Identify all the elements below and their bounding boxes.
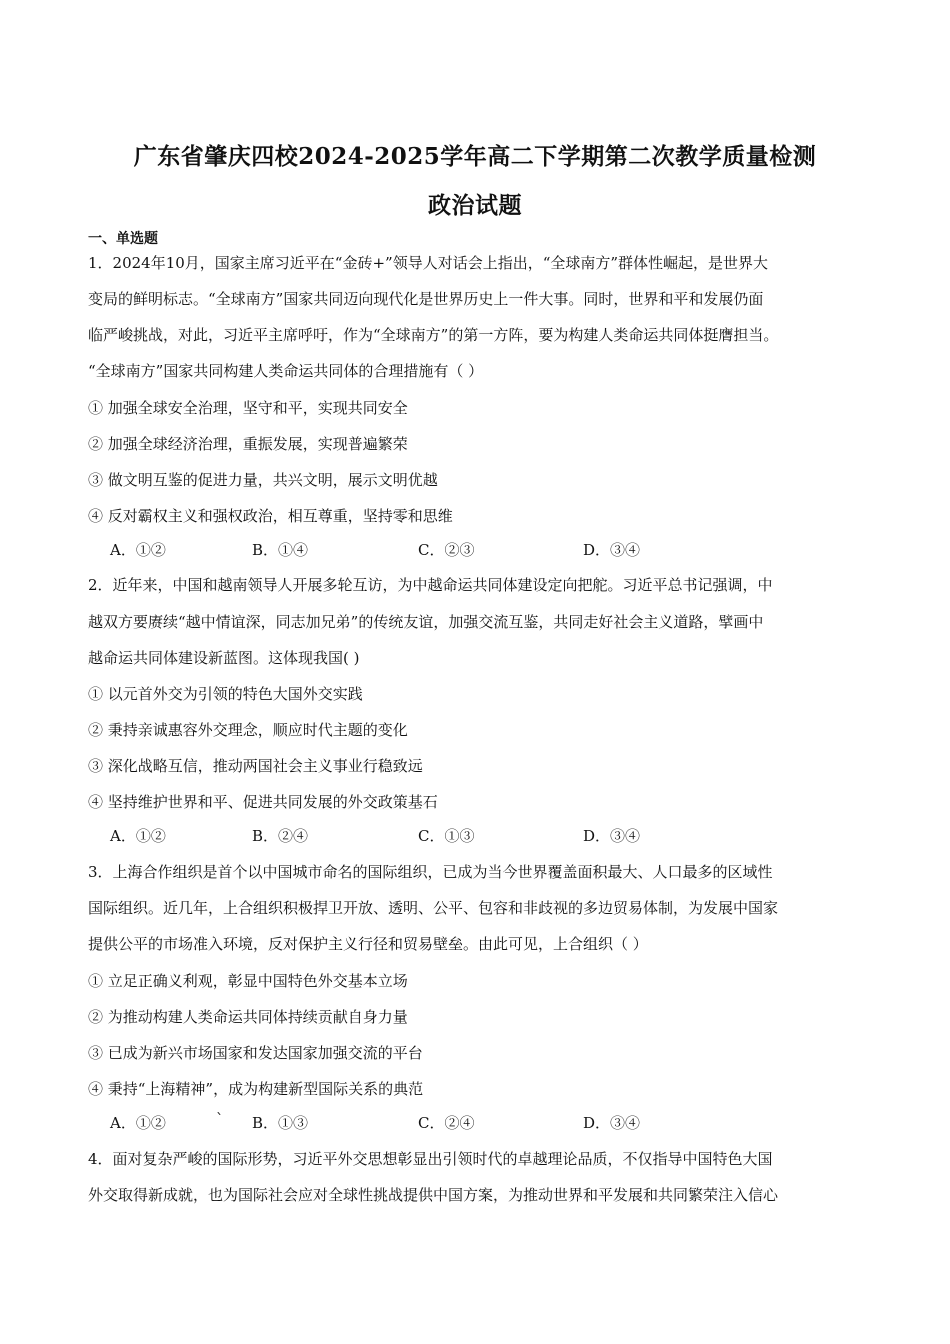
- exam-subject: 政治试题: [428, 192, 522, 219]
- q3-option-b[interactable]: B．①③: [252, 1114, 309, 1132]
- q2-statement: ④ 坚持维护世界和平、促进共同发展的外交政策基石: [88, 793, 438, 811]
- q1-statement: ④ 反对霸权主义和强权政治，相互尊重，坚持零和思维: [88, 507, 453, 525]
- q2-statement: ② 秉持亲诚惠容外交理念，顺应时代主题的变化: [88, 721, 408, 739]
- q1-statement: ② 加强全球经济治理，重振发展，实现普遍繁荣: [88, 435, 408, 453]
- q1-stem-line: 临严峻挑战，对此，习近平主席呼吁，作为“全球南方”的第一方阵，要为构建人类命运共同体挺膺担当。: [88, 326, 779, 344]
- q3-option-d[interactable]: D．③④: [583, 1114, 641, 1132]
- q2-statement: ① 以元首外交为引领的特色大国外交实践: [88, 685, 363, 703]
- q3-option-a[interactable]: A．①②: [110, 1114, 166, 1132]
- q4-stem-line: 4．面对复杂严峻的国际形势，习近平外交思想彰显出引领时代的卓越理论品质，不仅指导中国特色大国: [88, 1150, 773, 1168]
- q3-statement: ② 为推动构建人类命运共同体持续贡献自身力量: [88, 1008, 408, 1026]
- q2-stem-line: 2．近年来，中国和越南领导人开展多轮互访，为中越命运共同体建设定向把舵。习近平总书记强调，中: [88, 576, 773, 594]
- q3-statement: ④ 秉持“上海精神”，成为构建新型国际关系的典范: [88, 1080, 424, 1098]
- q3-stem-line: 国际组织。近几年，上合组织积极捍卫开放、透明、公平、包容和非歧视的多边贸易体制，为发展中国家: [88, 899, 779, 917]
- q2-option-a[interactable]: A．①②: [110, 827, 166, 845]
- q2-statement: ③ 深化战略互信，推动两国社会主义事业行稳致远: [88, 757, 423, 775]
- q1-option-a[interactable]: A．①②: [110, 541, 166, 559]
- q1-stem-line: 1．2024年10月，国家主席习近平在“金砖+”领导人对话会上指出，“全球南方”群体性崛起，是世界大: [88, 254, 769, 272]
- q1-stem-line: 变局的鲜明标志。“全球南方”国家共同迈向现代化是世界历史上一件大事。同时，世界和平和发展仍面: [88, 290, 764, 308]
- q1-stem-line: “全球南方”国家共同构建人类命运共同体的合理措施有（ ）: [88, 362, 484, 380]
- q1-statement: ① 加强全球安全治理，坚守和平，实现共同安全: [88, 399, 408, 417]
- q3-stem-line: 3．上海合作组织是首个以中国城市命名的国际组织，已成为当今世界覆盖面积最大、人口最多的区域性: [88, 863, 773, 881]
- q2-option-d[interactable]: D．③④: [583, 827, 641, 845]
- q4-stem-line: 外交取得新成就，也为国际社会应对全球性挑战提供中国方案，为推动世界和平发展和共同繁荣注入信心: [88, 1186, 779, 1204]
- q3-statement: ③ 已成为新兴市场国家和发达国家加强交流的平台: [88, 1044, 423, 1062]
- q2-stem-line: 越双方要赓续“越中情谊深，同志加兄弟”的传统友谊，加强交流互鉴，共同走好社会主义道路，擘画中: [88, 613, 764, 631]
- q3-stem-line: 提供公平的市场准入环境，反对保护主义行径和贸易壁垒。由此可见，上合组织（ ）: [88, 935, 648, 953]
- q1-statement: ③ 做文明互鉴的促进力量，共兴文明，展示文明优越: [88, 471, 438, 489]
- q2-option-c[interactable]: C．①③: [418, 827, 475, 845]
- q3-stray-mark: `: [216, 1110, 224, 1128]
- q2-stem-line: 越命运共同体建设新蓝图。这体现我国( ): [88, 649, 360, 667]
- q1-option-d[interactable]: D．③④: [583, 541, 641, 559]
- q3-statement: ① 立足正确义利观，彰显中国特色外交基本立场: [88, 972, 408, 990]
- q1-option-b[interactable]: B．①④: [252, 541, 309, 559]
- q3-option-c[interactable]: C．②④: [418, 1114, 475, 1132]
- q2-option-b[interactable]: B．②④: [252, 827, 309, 845]
- q1-option-c[interactable]: C．②③: [418, 541, 475, 559]
- section-heading: 一、单选题: [88, 231, 158, 247]
- exam-title: 广东省肇庆四校2024-2025学年高二下学期第二次教学质量检测: [133, 143, 817, 170]
